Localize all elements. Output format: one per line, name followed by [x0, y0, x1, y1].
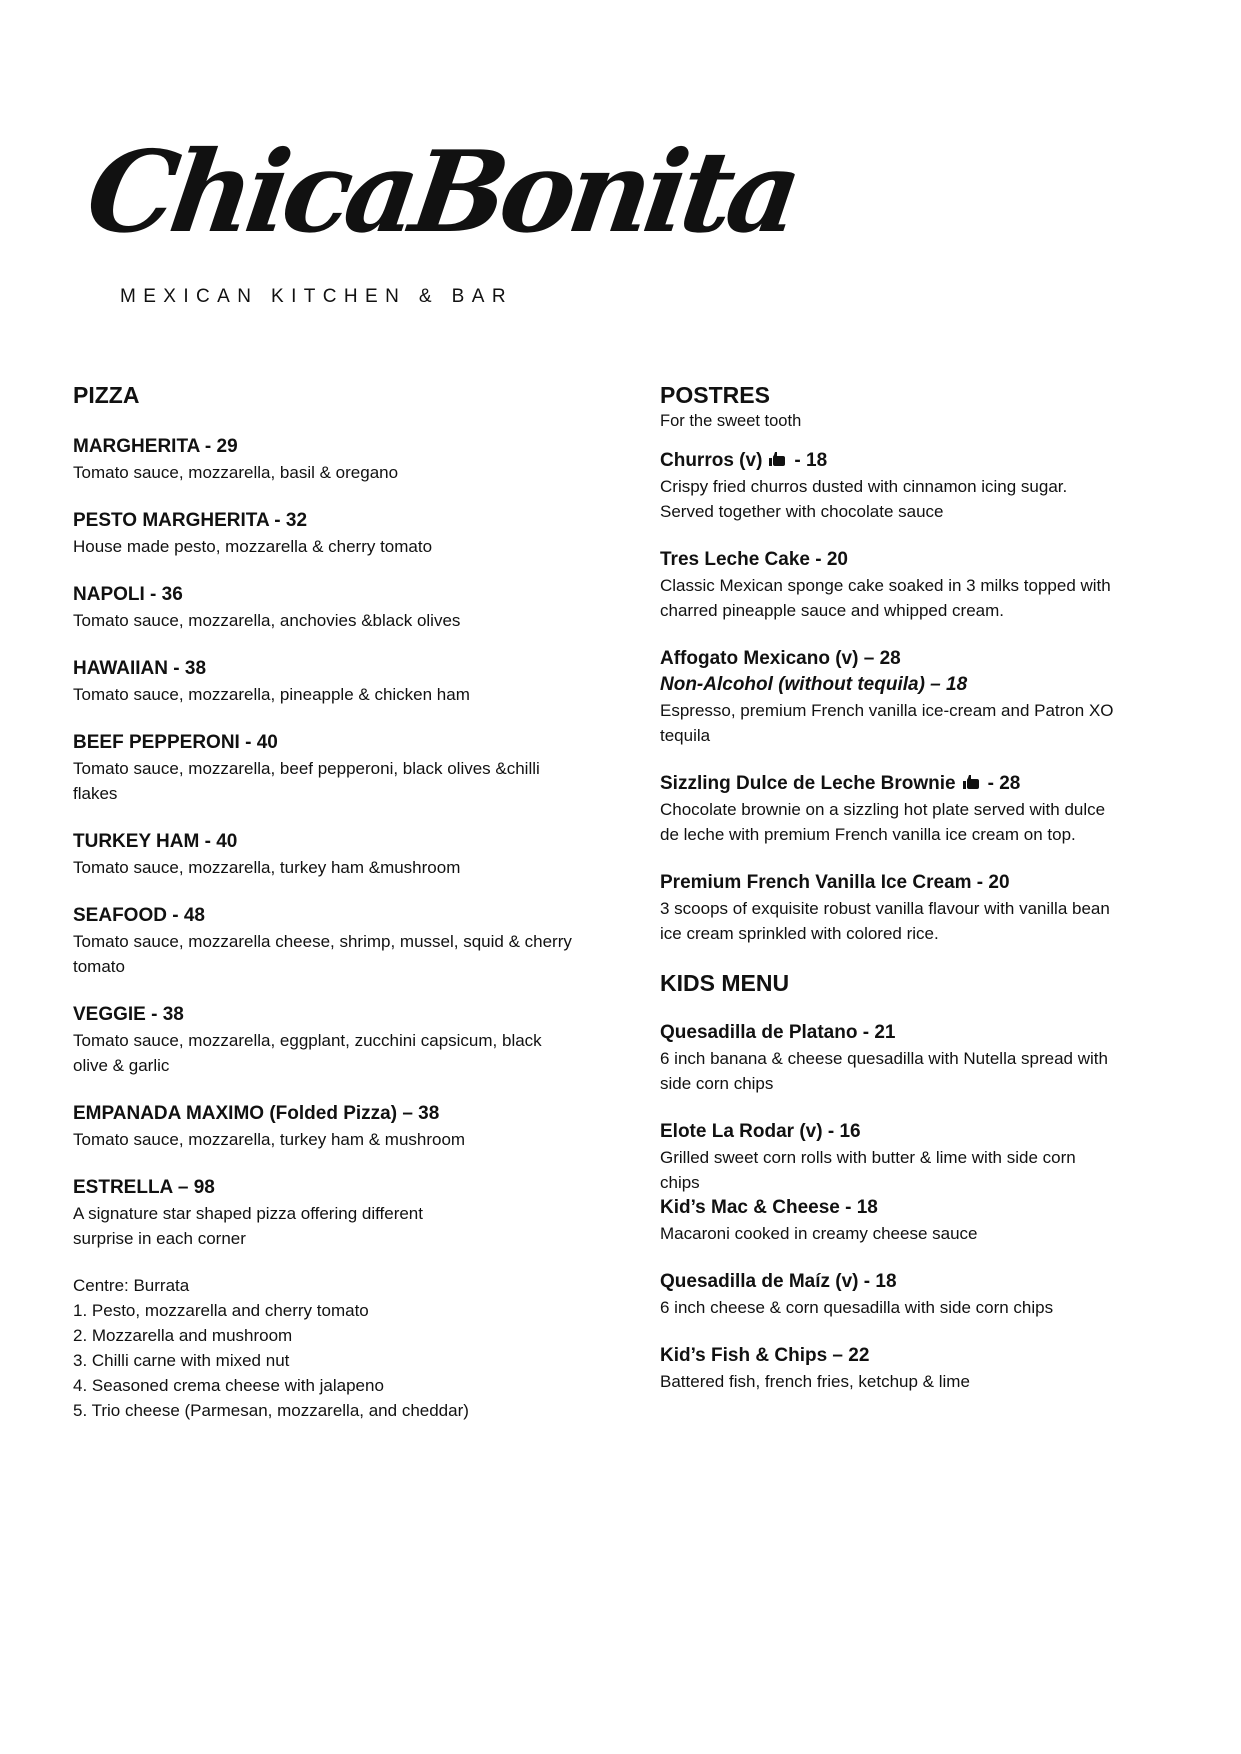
- list-item: 5. Trio cheese (Parmesan, mozzarella, and cheddar): [73, 1401, 469, 1420]
- section-title-kids: KIDS MENU: [660, 970, 790, 996]
- item-description-line: Served together with chocolate sauce: [660, 502, 944, 521]
- item-description-line: tequila: [660, 726, 711, 745]
- section-subtitle: For the sweet tooth: [660, 412, 802, 430]
- item-name: [660, 448, 1190, 474]
- menu-item: [73, 508, 603, 559]
- kids-menu-section: [660, 968, 1190, 1394]
- menu-item: [73, 829, 603, 880]
- menu-item: [73, 730, 603, 806]
- item-description-line: Espresso, premium French vanilla ice-cream and Patron XO: [660, 701, 1114, 720]
- item-name: [660, 771, 1190, 797]
- menu-item: [660, 646, 1190, 748]
- menu-item: [73, 903, 603, 979]
- item-name: Quesadilla de Platano - 21: [660, 1022, 896, 1043]
- item-description: House made pesto, mozzarella & cherry tomato: [73, 537, 433, 556]
- section-title-pizza: PIZZA: [73, 382, 140, 408]
- menu-item: [660, 1020, 1190, 1096]
- list-item: Centre: Burrata: [73, 1276, 190, 1295]
- item-name: ESTRELLA – 98: [73, 1177, 215, 1198]
- menu-item: [73, 1101, 603, 1152]
- item-name: MARGHERITA - 29: [73, 436, 238, 457]
- logo-tagline: MEXICAN KITCHEN & BAR: [120, 286, 513, 307]
- menu-item-estrella: [73, 1175, 603, 1251]
- estrella-corner-list: [73, 1273, 603, 1423]
- item-description: Macaroni cooked in creamy cheese sauce: [660, 1224, 978, 1243]
- item-description-line: charred pineapple sauce and whipped cream.: [660, 601, 1005, 620]
- item-name: Kid’s Fish & Chips – 22: [660, 1345, 870, 1366]
- restaurant-logo: [79, 118, 804, 318]
- item-description: 6 inch cheese & corn quesadilla with side corn chips: [660, 1298, 1054, 1317]
- item-name: HAWAIIAN - 38: [73, 658, 207, 679]
- menu-item: [660, 1269, 1190, 1320]
- pizza-section: [73, 380, 603, 1423]
- item-name: NAPOLI - 36: [73, 584, 183, 605]
- item-name: EMPANADA MAXIMO (Folded Pizza) – 38: [73, 1103, 440, 1124]
- item-name: PESTO MARGHERITA - 32: [73, 510, 308, 531]
- item-name: Elote La Rodar (v) - 16: [660, 1121, 861, 1142]
- list-item: 3. Chilli carne with mixed nut: [73, 1351, 290, 1370]
- item-alt-option: Non-Alcohol (without tequila) – 18: [660, 674, 968, 695]
- item-description-line: 6 inch banana & cheese quesadilla with Nutella spread with: [660, 1049, 1108, 1068]
- menu-item: [660, 870, 1190, 946]
- item-description-line: A signature star shaped pizza offering different: [73, 1204, 423, 1223]
- item-name: Quesadilla de Maíz (v) - 18: [660, 1271, 897, 1292]
- list-item: 2. Mozzarella and mushroom: [73, 1326, 293, 1345]
- item-description-line: surprise in each corner: [73, 1229, 246, 1248]
- item-description: Tomato sauce, mozzarella, turkey ham & mushroom: [73, 1130, 466, 1149]
- item-name-text: Sizzling Dulce de Leche Brownie: [660, 773, 956, 794]
- menu-item: [660, 547, 1190, 623]
- postres-section: [660, 380, 1190, 1394]
- item-name: Kid’s Mac & Cheese - 18: [660, 1197, 878, 1218]
- menu-item: [73, 582, 603, 633]
- item-description-line: ice cream sprinkled with colored rice.: [660, 924, 939, 943]
- item-description-line: side corn chips: [660, 1074, 774, 1093]
- item-name: VEGGIE - 38: [73, 1004, 184, 1025]
- menu-item: [660, 1195, 1190, 1246]
- item-description: Tomato sauce, mozzarella, basil & oregano: [73, 463, 399, 482]
- item-price: - 18: [794, 450, 828, 471]
- item-description-line: Classic Mexican sponge cake soaked in 3 milks topped with: [660, 576, 1111, 595]
- item-name: TURKEY HAM - 40: [73, 831, 238, 852]
- item-description: Tomato sauce, mozzarella, eggplant, zucchini capsicum, black olive & garlic: [73, 1031, 542, 1075]
- item-description: Battered fish, french fries, ketchup & lime: [660, 1372, 970, 1391]
- list-item: 1. Pesto, mozzarella and cherry tomato: [73, 1301, 369, 1320]
- item-description-line: 3 scoops of exquisite robust vanilla flavour with vanilla bean: [660, 899, 1110, 918]
- menu-item: [660, 1119, 1190, 1195]
- item-description: Tomato sauce, mozzarella, beef pepperoni, black olives &chilli flakes: [73, 759, 540, 803]
- menu-item: [73, 656, 603, 707]
- item-name: BEEF PEPPERONI - 40: [73, 732, 278, 753]
- list-item: 4. Seasoned crema cheese with jalapeno: [73, 1376, 384, 1395]
- section-title-postres: POSTRES: [660, 382, 770, 408]
- menu-item: [660, 1343, 1190, 1394]
- item-description-line: Crispy fried churros dusted with cinnamon icing sugar.: [660, 477, 1068, 496]
- menu-item: [660, 771, 1190, 847]
- menu-item: [73, 1002, 603, 1078]
- item-description-line: Chocolate brownie on a sizzling hot plate served with dulce: [660, 800, 1106, 819]
- item-price: - 28: [987, 773, 1021, 794]
- item-description-line: Grilled sweet corn rolls with butter & lime with side corn: [660, 1148, 1076, 1167]
- logo-script-wordmark: ChicaBonita: [79, 127, 804, 258]
- item-description-line: chips: [660, 1173, 700, 1192]
- item-name: Tres Leche Cake - 20: [660, 549, 848, 570]
- item-name: Premium French Vanilla Ice Cream - 20: [660, 872, 1010, 893]
- item-description: Tomato sauce, mozzarella, anchovies &black olives: [73, 611, 461, 630]
- item-description: Tomato sauce, mozzarella, pineapple & chicken ham: [73, 685, 470, 704]
- item-description-line: de leche with premium French vanilla ice cream on top.: [660, 825, 1076, 844]
- item-description: Tomato sauce, mozzarella cheese, shrimp, mussel, squid & cherry tomato: [73, 932, 572, 976]
- thumbs-up-icon: [962, 772, 980, 788]
- item-name: SEAFOOD - 48: [73, 905, 205, 926]
- menu-item: [73, 434, 603, 485]
- thumbs-up-icon: [768, 449, 786, 465]
- item-name: Affogato Mexicano (v) – 28: [660, 648, 901, 669]
- item-name-text: Churros (v): [660, 450, 763, 471]
- item-description: Tomato sauce, mozzarella, turkey ham &mushroom: [73, 858, 461, 877]
- menu-item: [660, 448, 1190, 524]
